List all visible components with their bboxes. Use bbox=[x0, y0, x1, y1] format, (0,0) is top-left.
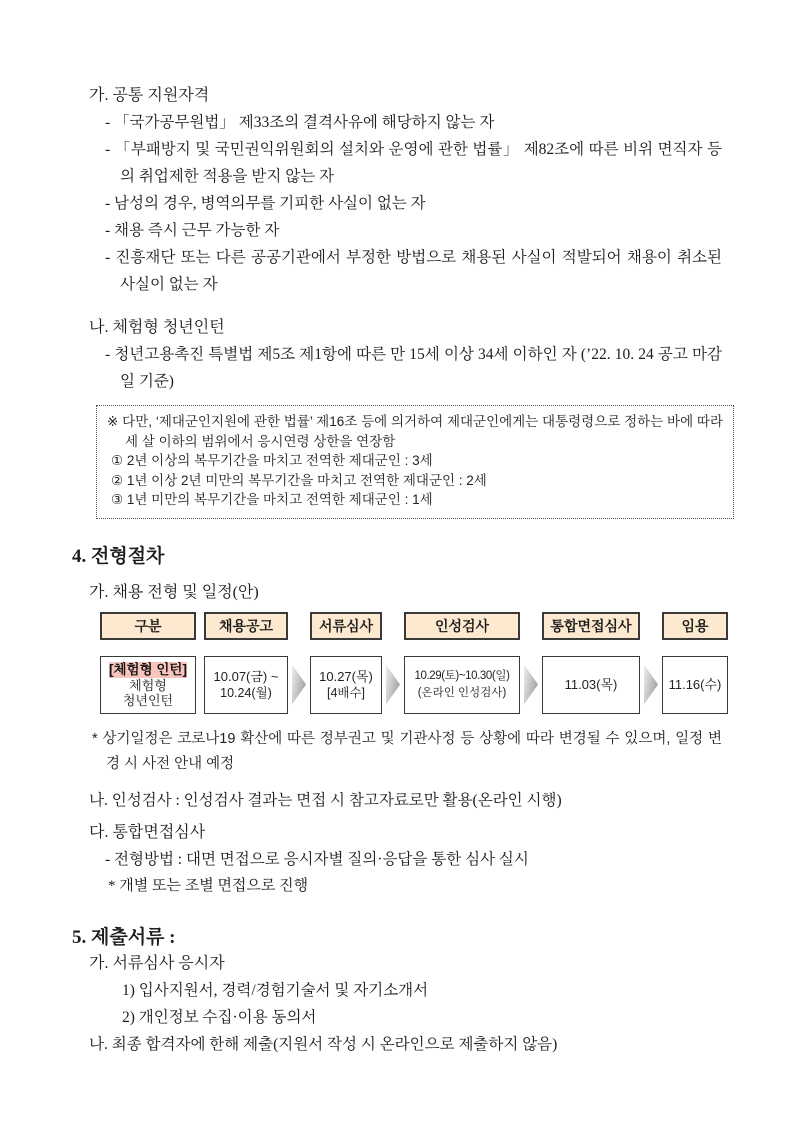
flow-header-document-screening: 서류심사 bbox=[310, 612, 382, 640]
qualification-item: - 진흥재단 또는 다른 공공기관에서 부정한 방법으로 채용된 사실이 적발되어 채용이 취소된 사실이 없는 자 bbox=[105, 249, 722, 293]
veteran-note-item: ① 2년 이상의 복무기간을 마치고 전역한 제대군인 : 3세 bbox=[111, 453, 433, 468]
flow-step-interview-date bbox=[542, 656, 640, 714]
flow-header-category: 구분 bbox=[100, 612, 196, 640]
arrow-right-icon bbox=[292, 665, 306, 705]
category-tag: [체험형 인턴] bbox=[109, 661, 187, 677]
flow-header-announcement: 채용공고 bbox=[204, 612, 288, 640]
selection-flowchart bbox=[100, 612, 732, 714]
flow-header-appointment: 임용 bbox=[662, 612, 728, 640]
intern-age-item: - 청년고용촉진 특별법 제5조 제1항에 따른 만 15세 이상 34세 이하인 자 (’22. 10. 24 공고 마감일 기준) bbox=[105, 346, 722, 390]
flow-step-announcement-dates bbox=[204, 656, 288, 714]
spacer bbox=[72, 298, 732, 314]
arrow-right-icon bbox=[644, 665, 658, 705]
schedule-subheading: 가. 채용 전형 및 일정(안) bbox=[89, 583, 259, 601]
flow-arrow bbox=[382, 665, 404, 705]
common-qualification-heading: 가. 공통 지원자격 bbox=[89, 87, 210, 104]
flow-arrow bbox=[520, 665, 542, 705]
category-line: 청년인턴 bbox=[122, 692, 174, 708]
submission-applicants-heading: 가. 서류심사 응시자 bbox=[89, 954, 225, 972]
interview-note-item: * 개별 또는 조별 면접으로 진행 bbox=[108, 877, 309, 894]
qualification-item: - 「국가공무원법」 제33조의 결격사유에 해당하지 않는 자 bbox=[105, 114, 495, 131]
interview-heading: 다. 통합면접심사 bbox=[89, 823, 206, 841]
arrow-right-icon bbox=[524, 665, 538, 705]
flow-step-appointment-date bbox=[662, 656, 728, 714]
flow-step-screening-date bbox=[310, 656, 382, 714]
veteran-note-item: ② 1년 이상 2년 미만의 복무기간을 마치고 전역한 제대군인 : 2세 bbox=[111, 472, 487, 488]
flow-arrow bbox=[640, 665, 662, 705]
final-submission-line: 나. 최종 합격자에 한해 제출(지원서 작성 시 온라인으로 제출하지 않음) bbox=[89, 1035, 558, 1053]
step-date: 10.24(월) bbox=[220, 686, 272, 700]
step-date: 11.03(목) bbox=[564, 677, 618, 692]
schedule-change-note: * 상기일정은 코로나19 확산에 따른 정부권고 및 기관사정 등 상황에 따라 변경될 수 있으며, 일정 변경 시 사전 안내 예정 bbox=[92, 730, 722, 772]
flow-arrow bbox=[288, 665, 310, 705]
personality-test-line: 나. 인성검사 : 인성검사 결과는 면접 시 참고자료로만 활용(온라인 시행) bbox=[89, 791, 562, 809]
step-date: 11.16(수) bbox=[668, 677, 722, 692]
veteran-note-intro: ※ 다만, ‘제대군인지원에 관한 법률’ 제16조 등에 의거하여 제대군인에게는 대통령령으로 정하는 바에 따라 세 살 이하의 범위에서 응시연령 상한을 연장함 bbox=[107, 414, 723, 449]
veteran-note-item: ③ 1년 미만의 복무기간을 마치고 전역한 제대군인 : 1세 bbox=[111, 492, 433, 507]
qualification-item: - 채용 즉시 근무 가능한 자 bbox=[105, 222, 280, 239]
category-line: 체험형 bbox=[129, 677, 167, 693]
qualification-item: - 남성의 경우, 병역의무를 기피한 사실이 없는 자 bbox=[105, 195, 426, 212]
flow-header-row bbox=[100, 612, 732, 640]
veteran-note-box bbox=[96, 405, 734, 519]
section5-title: 5. 제출서류 : bbox=[72, 926, 176, 948]
step-date: 10.27(목) bbox=[319, 669, 373, 684]
step-date: 10.07(금) ~ bbox=[213, 669, 279, 684]
submission-item: 2) 개인정보 수집·이용 동의서 bbox=[122, 1008, 317, 1026]
flow-category-cell bbox=[100, 656, 196, 714]
step-note: (온라인 인성검사) bbox=[417, 687, 507, 699]
flow-header-personality-test: 인성검사 bbox=[404, 612, 520, 640]
step-date: 10.29(토)~10.30(일) bbox=[414, 670, 510, 682]
flow-step-personality-dates bbox=[404, 656, 520, 714]
flow-schedule-row bbox=[100, 656, 732, 714]
qualification-item: - 「부패방지 및 국민권익위원회의 설치와 운영에 관한 법률」 제82조에 따른 비위 면직자 등의 취업제한 적용을 받지 않는 자 bbox=[105, 141, 722, 185]
section4-title: 4. 전형절차 bbox=[72, 545, 165, 567]
arrow-right-icon bbox=[386, 665, 400, 705]
flow-header-interview: 통합면접심사 bbox=[542, 612, 640, 640]
submission-item: 1) 입사지원서, 경력/경험기술서 및 자기소개서 bbox=[122, 981, 429, 999]
interview-method-item: - 전형방법 : 대면 면접으로 응시자별 질의·응답을 통한 심사 실시 bbox=[105, 850, 529, 868]
intern-heading: 나. 체험형 청년인턴 bbox=[89, 319, 225, 336]
step-note: [4배수] bbox=[326, 686, 366, 700]
